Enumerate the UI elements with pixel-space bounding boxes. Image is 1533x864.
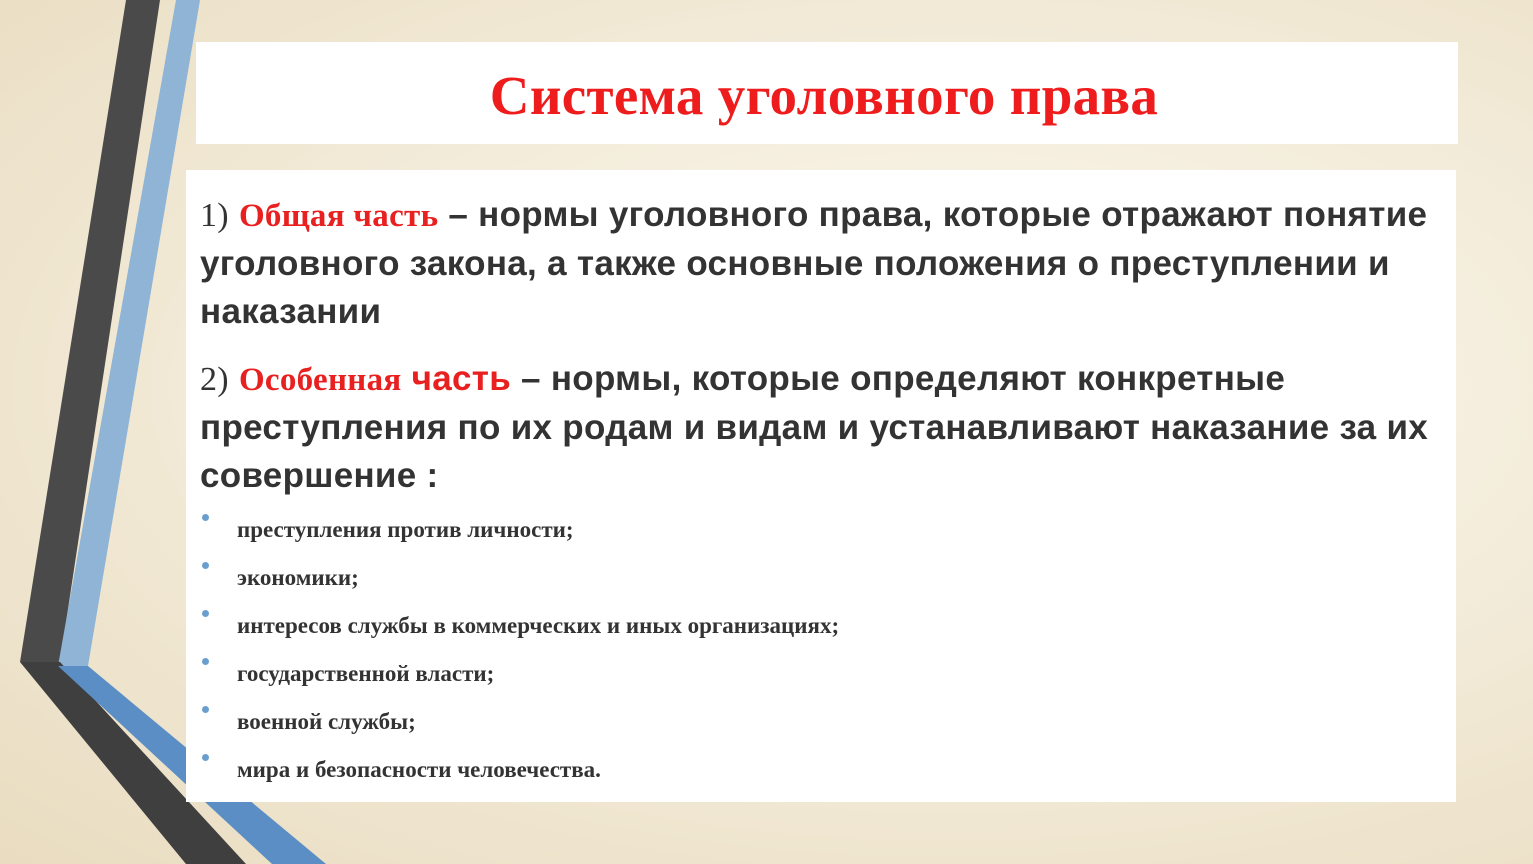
bullet-icon xyxy=(202,610,209,617)
list-item xyxy=(200,698,839,746)
item-number: 2) xyxy=(200,361,229,398)
list-item-text: экономики; xyxy=(237,565,359,590)
special-part-paragraph xyxy=(200,355,1450,500)
bullet-icon xyxy=(202,754,209,761)
item-number: 1) xyxy=(200,197,229,234)
list-item xyxy=(200,650,839,698)
list-item-text: военной службы; xyxy=(237,709,416,734)
list-item xyxy=(200,506,839,554)
special-part-term-tail: часть xyxy=(411,359,512,398)
list-item-text: мира и безопасности человечества. xyxy=(237,757,601,782)
bullet-icon xyxy=(202,562,209,569)
bullet-icon xyxy=(202,514,209,521)
slide-title: Система уголовного права xyxy=(489,64,1159,126)
title-box xyxy=(196,42,1458,144)
special-part-list xyxy=(200,506,839,794)
list-item xyxy=(200,602,839,650)
special-part-definition: – нормы, которые определяют конкретные преступления по их родам и видам и устанавливают наказание за их совершение : xyxy=(200,359,1429,495)
list-item xyxy=(200,746,839,794)
list-item-text: государственной власти; xyxy=(237,661,495,686)
list-item-text: интересов службы в коммерческих и иных организациях; xyxy=(237,613,840,638)
list-item xyxy=(200,554,839,602)
general-part-paragraph xyxy=(200,191,1450,336)
general-part-definition: – нормы уголовного права, которые отражают понятие уголовного закона, а также основные положения о преступлении и наказании xyxy=(200,195,1428,331)
content-box xyxy=(186,170,1456,802)
list-item-text: преступления против личности; xyxy=(237,517,574,542)
bullet-icon xyxy=(202,658,209,665)
special-part-term: Особенная xyxy=(238,362,402,398)
bullet-icon xyxy=(202,706,209,713)
general-part-term: Общая часть xyxy=(238,198,439,234)
